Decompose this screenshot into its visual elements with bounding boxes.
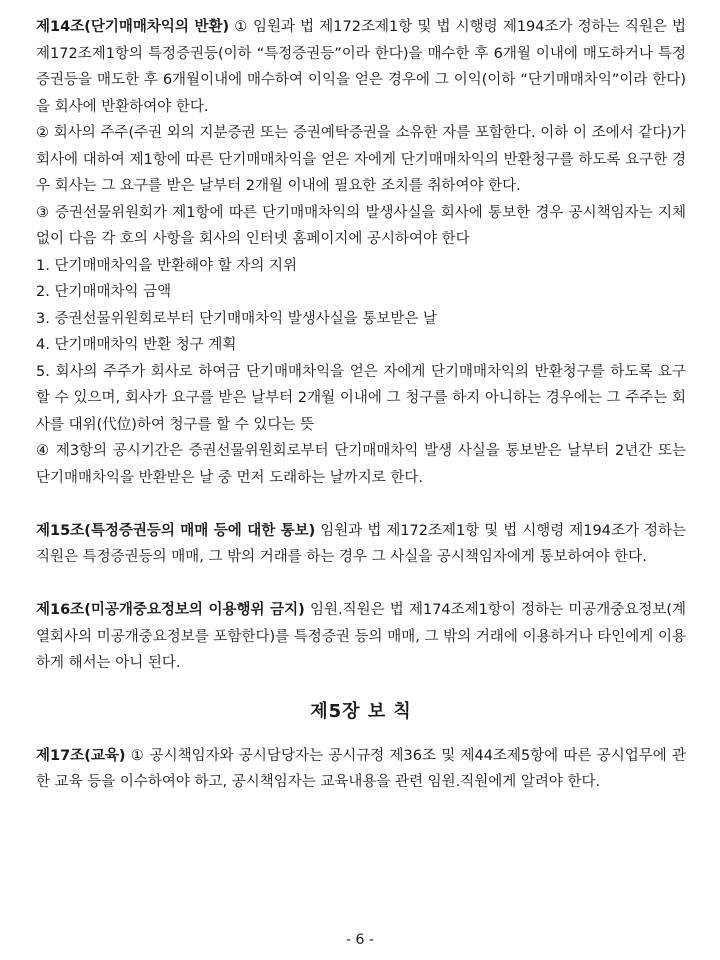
article-17-paragraph <box>36 743 686 796</box>
article-17-title: 제17조(교육) <box>36 747 126 764</box>
article-15-paragraph <box>36 518 686 571</box>
article-14-clause-1: ① 임원과 법 제172조제1항 및 법 시행령 제194조가 정하는 직원은 법 제172조제1항의 특정증권등(이하 “특정증권등”이라 한다)을 매수한 후 6개월 이내에 매도하거나 특정증권등을 매도한 후 6개월이내에 매수하여 이익을 얻은 경우에 그 이익(이하 “단기매매차익”이라 한다)을 회사에 반환하여야 한다. <box>36 19 687 115</box>
article-14-clause-4: ④ 제3항의 공시기간은 증권선물위원회로부터 단기매매차익 발생 사실을 통보받은 날부터 2년간 또는 단기매매차익을 반환받은 날 중 먼저 도래하는 날까지로 한다. <box>36 443 686 486</box>
article-16-paragraph <box>36 597 686 677</box>
article-17-text: ① 공시책임자와 공시담당자는 공시규정 제36조 및 제44조제5항에 따른 공시업무에 관한 교육 등을 이수하여야 하고, 공시책임자는 교육내용을 관련 임원.직원에게 알려야 한다. <box>36 747 686 790</box>
article-14-clause-3: ③ 증권선물위원회가 제1항에 따른 단기매매차익의 발생사실을 회사에 통보한 경우 공시책임자는 지체 없이 다음 각 호의 사항을 회사의 인터넷 홈페이지에 공시하여야 한다 <box>36 204 686 247</box>
article-16-text: 임원.직원은 법 제174조제1항이 정하는 미공개중요정보(계열회사의 미공개중요정보를 포함한다)를 특정증권 등의 매매, 그 밖의 거래에 이용하거나 타인에게 이용하게 해서는 아니 된다. <box>36 602 687 671</box>
article-15-text: 임원과 법 제172조제1항 및 법 시행령 제194조가 정하는 직원은 특정증권등의 매매, 그 밖의 거래를 하는 경우 그 사실을 공시책임자에게 통보하여야 한다. <box>36 522 686 565</box>
chapter-heading: 제5장 보 칙 <box>310 700 412 722</box>
list-item: 1. 단기매매차익을 반환해야 할 자의 지위 <box>36 257 297 274</box>
article-14-title: 제14조(단기매매차익의 반환) <box>36 19 230 35</box>
page-number: - 6 - <box>346 932 374 948</box>
article-16-title: 제16조(미공개중요정보의 이용행위 금지) <box>36 602 305 618</box>
article-14-paragraph-1 <box>36 14 686 120</box>
list-item: 5. 회사의 주주가 회사로 하여금 단기매매차익을 얻은 자에게 단기매매차익의 반환청구를 하도록 요구할 수 있으며, 회사가 요구를 받은 날부터 2개월 이내에 그 청구를 하지 아니하는 경우에는 그 주주는 회사를 대위(代位)하여 청구를 할 수 있다는 뜻 <box>36 363 686 433</box>
list-item: 2. 단기매매차익 금액 <box>36 284 172 300</box>
paragraph-spacer <box>36 571 686 598</box>
list-item: 4. 단기매매차익 반환 청구 계획 <box>36 337 237 353</box>
list-item: 3. 증권선물위원회로부터 단기매매차익 발생사실을 통보받은 날 <box>36 310 438 327</box>
document-page <box>36 14 686 796</box>
paragraph-spacer <box>36 491 686 518</box>
article-15-title: 제15조(특정증권등의 매매 등에 대한 통보) <box>36 522 316 539</box>
article-14-clause-2: ② 회사의 주주(주권 외의 지분증권 또는 증권예탁증권을 소유한 자를 포함한다. 이하 이 조에서 같다)가 회사에 대하여 제1항에 따른 단기매매차익을 얻은 자에게 단기매매차익의 반환청구를 하도록 요구한 경우 회사는 그 요구를 받은 날부터 2개월 이내에 필요한 조치를 취하여야 한다. <box>36 125 686 194</box>
